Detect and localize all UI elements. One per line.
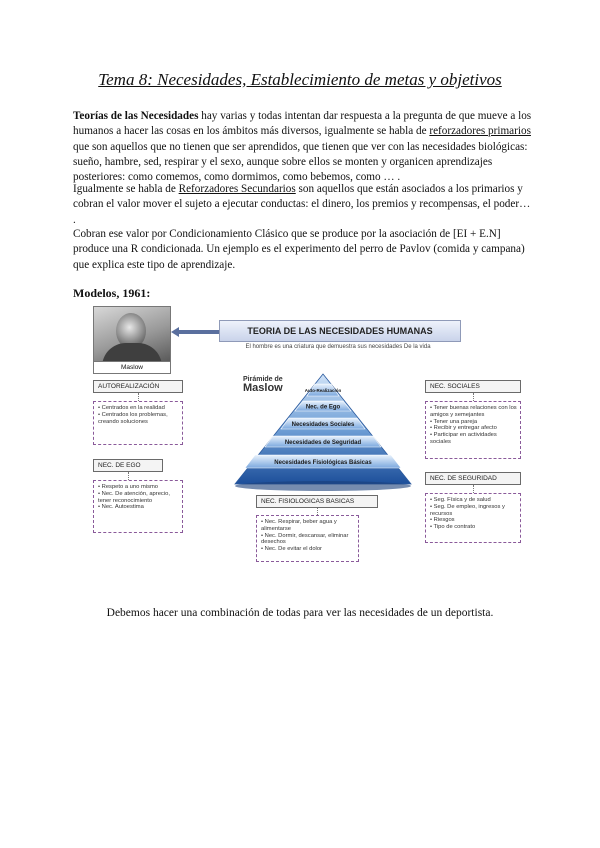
photo-caption: Maslow [93,361,171,374]
pyramid-level-4: Necesidades de Seguridad [284,440,362,446]
list-item: • Seg. De empleo, ingresos y recursos [430,504,517,518]
term-teorias: Teorías de las Necesidades [73,110,199,122]
list-item: • Centrados los problemas, creando soluciones [98,412,179,426]
paragraph-classical-conditioning: Cobran ese valor por Condicionamiento Clásico que se produce por la asociación de [EI + E.N] produce una R condicionada. Un ejemplo es el experimento del perro de Pavlov (comida y campana) que explica este tipo de aprendizaje. [73,228,525,271]
list-item: • Tipo de contrato [430,524,517,531]
arrow-left-icon [171,327,219,337]
sociales-heading: NEC. SOCIALES [425,380,521,393]
sociales-list [425,401,521,459]
list-item: • Nec. Autoestima [98,504,179,511]
ego-list [93,480,183,533]
para2-text1: Igualmente se habla de [73,183,179,195]
list-item: • Tener buenas relaciones con los amigos y semejantes [430,405,517,419]
list-item: • Riesgos [430,517,517,524]
term-reforzadores-secundarios: Reforzadores Secundarios [178,183,296,195]
maslow-diagram [93,306,526,568]
list-item: • Seg. Física y de salud [430,497,517,504]
models-heading: Modelos, 1961: [73,286,151,300]
pyramid-level-5: Necesidades Fisiológicas Básicas [274,460,372,466]
list-item: • Participar en actividades sociales [430,432,517,446]
para2-text2: son aquellos que están asociados a los primarios y cobran el valor mover el sujeto a ejecutar conductas: el dinero, los premios y recompensas, el poder… . [73,183,531,226]
footer-note: Debemos hacer una combinación de todas para ver las necesidades de un deportista. [106,607,494,619]
fisiologicas-heading: NEC. FISIOLOGICAS BASICAS [256,495,378,508]
list-item: • Centrados en la realidad [98,405,179,412]
list-item: • Nec. Respirar, beber agua y alimentarse [261,519,355,533]
seguridad-list [425,493,521,543]
autorealizacion-list [93,401,183,445]
seguridad-heading: NEC. DE SEGURIDAD [425,472,521,485]
para1-text1: hay varias y todas intentan dar respuesta a la pregunta de que mueve a los humanos a hacer las cosas en los ámbitos más diversos, igualmente se habla de [73,110,532,138]
list-item: • Nec. Dormir, descansar, eliminar desechos [261,533,355,547]
term-reforzadores-primarios: reforzadores primarios [429,125,531,138]
ego-heading: NEC. DE EGO [93,459,163,472]
para1-text2: que son aquellos que no tienen que ser aprendidos, que tienen que ver con las necesidades biológicas: sueño, hambre, sed, respirar y el sexo, aunque sobre ellos se monten y organicen aprendizajes posteriores: como comemos, como dormimos, como bebemos, como … . [73,140,528,184]
paragraph-secondary-reinforcers [73,182,535,228]
list-item: • Nec. De evitar el dolor [261,546,355,553]
list-item: • Respeto a uno mismo [98,484,179,491]
pyramid-level-1: Auto-Realización [304,388,342,393]
pyramid-title-big: Maslow [243,382,283,394]
page-title: Tema 8: Necesidades, Establecimiento de metas y objetivos [98,70,502,89]
diagram-banner: TEORIA DE LAS NECESIDADES HUMANAS [219,320,461,342]
diagram-subtitle: El hombre es una criatura que demuestra sus necesidades De la vida [245,344,431,350]
list-item: • Nec. De atención, aprecio, tener reconocimiento [98,491,179,505]
paragraph-needs-theories [73,109,535,185]
maslow-pyramid [233,372,413,492]
pyramid-title-small: Pirámide de [243,376,283,383]
list-item: • Tener una pareja [430,419,517,426]
list-item: • Recibir y entregar afecto [430,425,517,432]
maslow-photo [93,306,171,362]
autorealizacion-heading: AUTOREALIZACIÓN [93,380,183,393]
fisiologicas-list [256,515,359,562]
pyramid-level-3: Necesidades Sociales [291,422,355,428]
pyramid-level-2: Nec. de Ego [305,404,341,411]
